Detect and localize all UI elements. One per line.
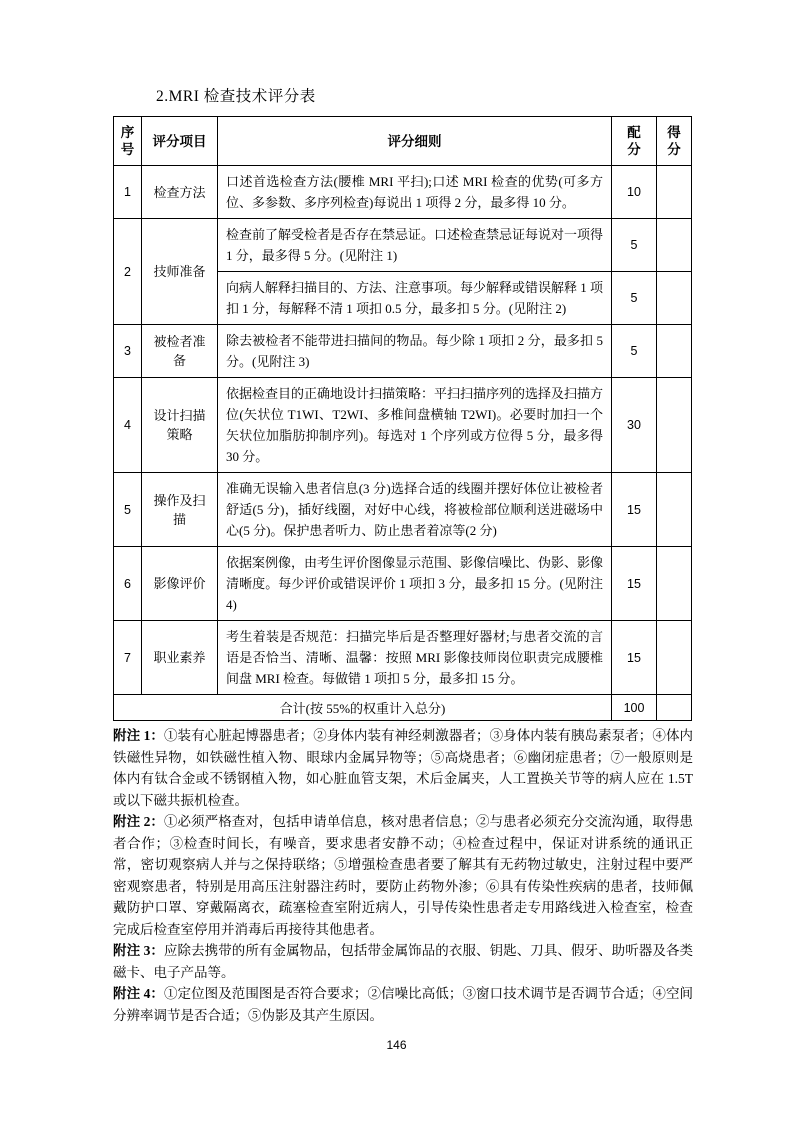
earned-score-cell [657, 272, 692, 325]
earned-score-cell [657, 547, 692, 621]
col-header-allocated [612, 117, 657, 166]
earned-score-cell [657, 621, 692, 695]
footnote-label: 附注 3： [113, 943, 164, 958]
col-header-index-label: 序号 [120, 125, 135, 157]
allocated-score-cell: 10 [612, 166, 657, 219]
allocated-score-cell: 5 [612, 325, 657, 378]
col-header-earned-label: 得分 [667, 125, 681, 157]
footnote-label: 附注 4： [113, 986, 164, 1001]
footnotes [113, 725, 693, 1026]
col-header-criteria-label: 评分细则 [387, 133, 442, 149]
col-header-index [114, 117, 142, 166]
row-index-cell: 4 [114, 378, 142, 473]
footnote [113, 940, 693, 983]
page-number: 146 [386, 1038, 407, 1052]
table-row [114, 621, 692, 695]
criteria-cell: 口述首选检查方法(腰椎 MRI 平扫);口述 MRI 检查的优势(可多方位、多参数、多序列检查)每说出 1 项得 2 分，最多得 10 分。 [218, 166, 612, 219]
allocated-score-cell: 15 [612, 621, 657, 695]
footnote [113, 811, 693, 940]
item-cell: 操作及扫描 [142, 473, 218, 547]
table-row [114, 473, 692, 547]
footnote [113, 725, 693, 811]
table-row [114, 219, 692, 272]
total-label-cell: 合计(按 55%的权重计入总分) [114, 695, 612, 721]
total-allocated-cell: 100 [612, 695, 657, 721]
item-cell: 设计扫描策略 [142, 378, 218, 473]
earned-score-cell [657, 325, 692, 378]
footnote-label: 附注 2： [113, 814, 164, 829]
earned-score-cell [657, 473, 692, 547]
footnote-label: 附注 1： [113, 728, 164, 743]
col-header-criteria [218, 117, 612, 166]
row-index-cell: 2 [114, 219, 142, 325]
item-cell: 影像评价 [142, 547, 218, 621]
item-cell: 检查方法 [142, 166, 218, 219]
criteria-cell: 除去被检者不能带进扫描间的物品。每少除 1 项扣 2 分，最多扣 5 分。(见附注 3) [218, 325, 612, 378]
item-cell: 职业素养 [142, 621, 218, 695]
row-index-cell: 7 [114, 621, 142, 695]
row-index-cell: 3 [114, 325, 142, 378]
item-cell: 被检者准备 [142, 325, 218, 378]
table-header-row [114, 117, 692, 166]
criteria-cell: 依据案例像，由考生评价图像显示范围、影像信噪比、伪影、影像清晰度。每少评价或错误评价 1 项扣 3 分，最多扣 15 分。(见附注 4) [218, 547, 612, 621]
earned-score-cell [657, 219, 692, 272]
criteria-cell: 准确无误输入患者信息(3 分)选择合适的线圈并摆好体位让被检者舒适(5 分)，插好线圈，对好中心线，将被检部位顺利送进磁场中心(5 分)。保护患者听力、防止患者着凉等(2 分) [218, 473, 612, 547]
criteria-cell: 考生着装是否规范：扫描完毕后是否整理好器材;与患者交流的言语是否恰当、清晰、温馨：按照 MRI 影像技师岗位职责完成腰椎间盘 MRI 检查。每做错 1 项扣 5 分，最多扣 15 分。 [218, 621, 612, 695]
table-row [114, 166, 692, 219]
criteria-cell: 向病人解释扫描目的、方法、注意事项。每少解释或错误解释 1 项扣 1 分，每解释不清 1 项扣 0.5 分，最多扣 5 分。(见附注 2) [218, 272, 612, 325]
row-index-cell: 6 [114, 547, 142, 621]
row-index-cell: 1 [114, 166, 142, 219]
allocated-score-cell: 15 [612, 547, 657, 621]
earned-score-cell [657, 166, 692, 219]
table-row [114, 325, 692, 378]
total-earned-cell [657, 695, 692, 721]
footnote-text: 应除去携带的所有金属物品，包括带金属饰品的衣服、钥匙、刀具、假牙、助听器及各类磁卡、电子产品等。 [113, 943, 694, 980]
scoring-table [113, 116, 692, 721]
allocated-score-cell: 15 [612, 473, 657, 547]
row-index-cell: 5 [114, 473, 142, 547]
allocated-score-cell: 30 [612, 378, 657, 473]
col-header-allocated-label: 配分 [627, 125, 641, 157]
criteria-cell: 检查前了解受检者是否存在禁忌证。口述检查禁忌证每说对一项得 1 分，最多得 5 分。(见附注 1) [218, 219, 612, 272]
allocated-score-cell: 5 [612, 272, 657, 325]
footnote-text: ①必须严格查对，包括申请单信息，核对患者信息；②与患者必须充分交流沟通，取得患者合作；③检查时间长，有噪音，要求患者安静不动；④检查过程中，保证对讲系统的通讯正常，密切观察病人并与之保持联络；⑤增强检查患者要了解其有无药物过敏史，注射过程中要严密观察患者，特别是用高压注射器注药时，要防止药物外渗；⑥具有传染性疾病的患者，技师佩戴防护口罩、穿戴隔离衣，疏塞检查室附近病人，引导传染性患者走专用路线进入检查室，检查完成后检查室停用并消毒后再接待其他患者。 [113, 814, 694, 937]
col-header-item-label: 评分项目 [152, 133, 207, 149]
criteria-cell: 依据检查目的正确地设计扫描策略：平扫扫描序列的选择及扫描方位(矢状位 T1WI、T2WI、多椎间盘横轴 T2WI)。必要时加扫一个矢状位加脂肪抑制序列)。每选对 1 个序列或方位得 5 分，最多得 30 分。 [218, 378, 612, 473]
col-header-item [142, 117, 218, 166]
footnote-text: ①定位图及范围图是否符合要求；②信噪比高低；③窗口技术调节是否调节合适；④空间分辨率调节是否合适；⑤伪影及其产生原因。 [113, 986, 694, 1023]
table-row [114, 547, 692, 621]
page-title: 2.MRI 检查技术评分表 [156, 88, 316, 105]
item-cell: 技师准备 [142, 219, 218, 325]
footnote [113, 983, 693, 1026]
total-row [114, 695, 692, 721]
earned-score-cell [657, 378, 692, 473]
col-header-earned [657, 117, 692, 166]
document-content [113, 84, 693, 1026]
allocated-score-cell: 5 [612, 219, 657, 272]
footnote-text: ①装有心脏起博器患者；②身体内装有神经刺激器者；③身体内装有胰岛素泵者；④体内铁磁性异物，如铁磁性植入物、眼球内金属异物等；⑤高烧患者；⑥幽闭症患者；⑦一般原则是体内有钛合金或不锈钢植入物，如心脏血管支架，术后金属夹，人工置换关节等的病人应在 1.5T 或以下磁共振机检查。 [113, 728, 694, 808]
table-row [114, 378, 692, 473]
